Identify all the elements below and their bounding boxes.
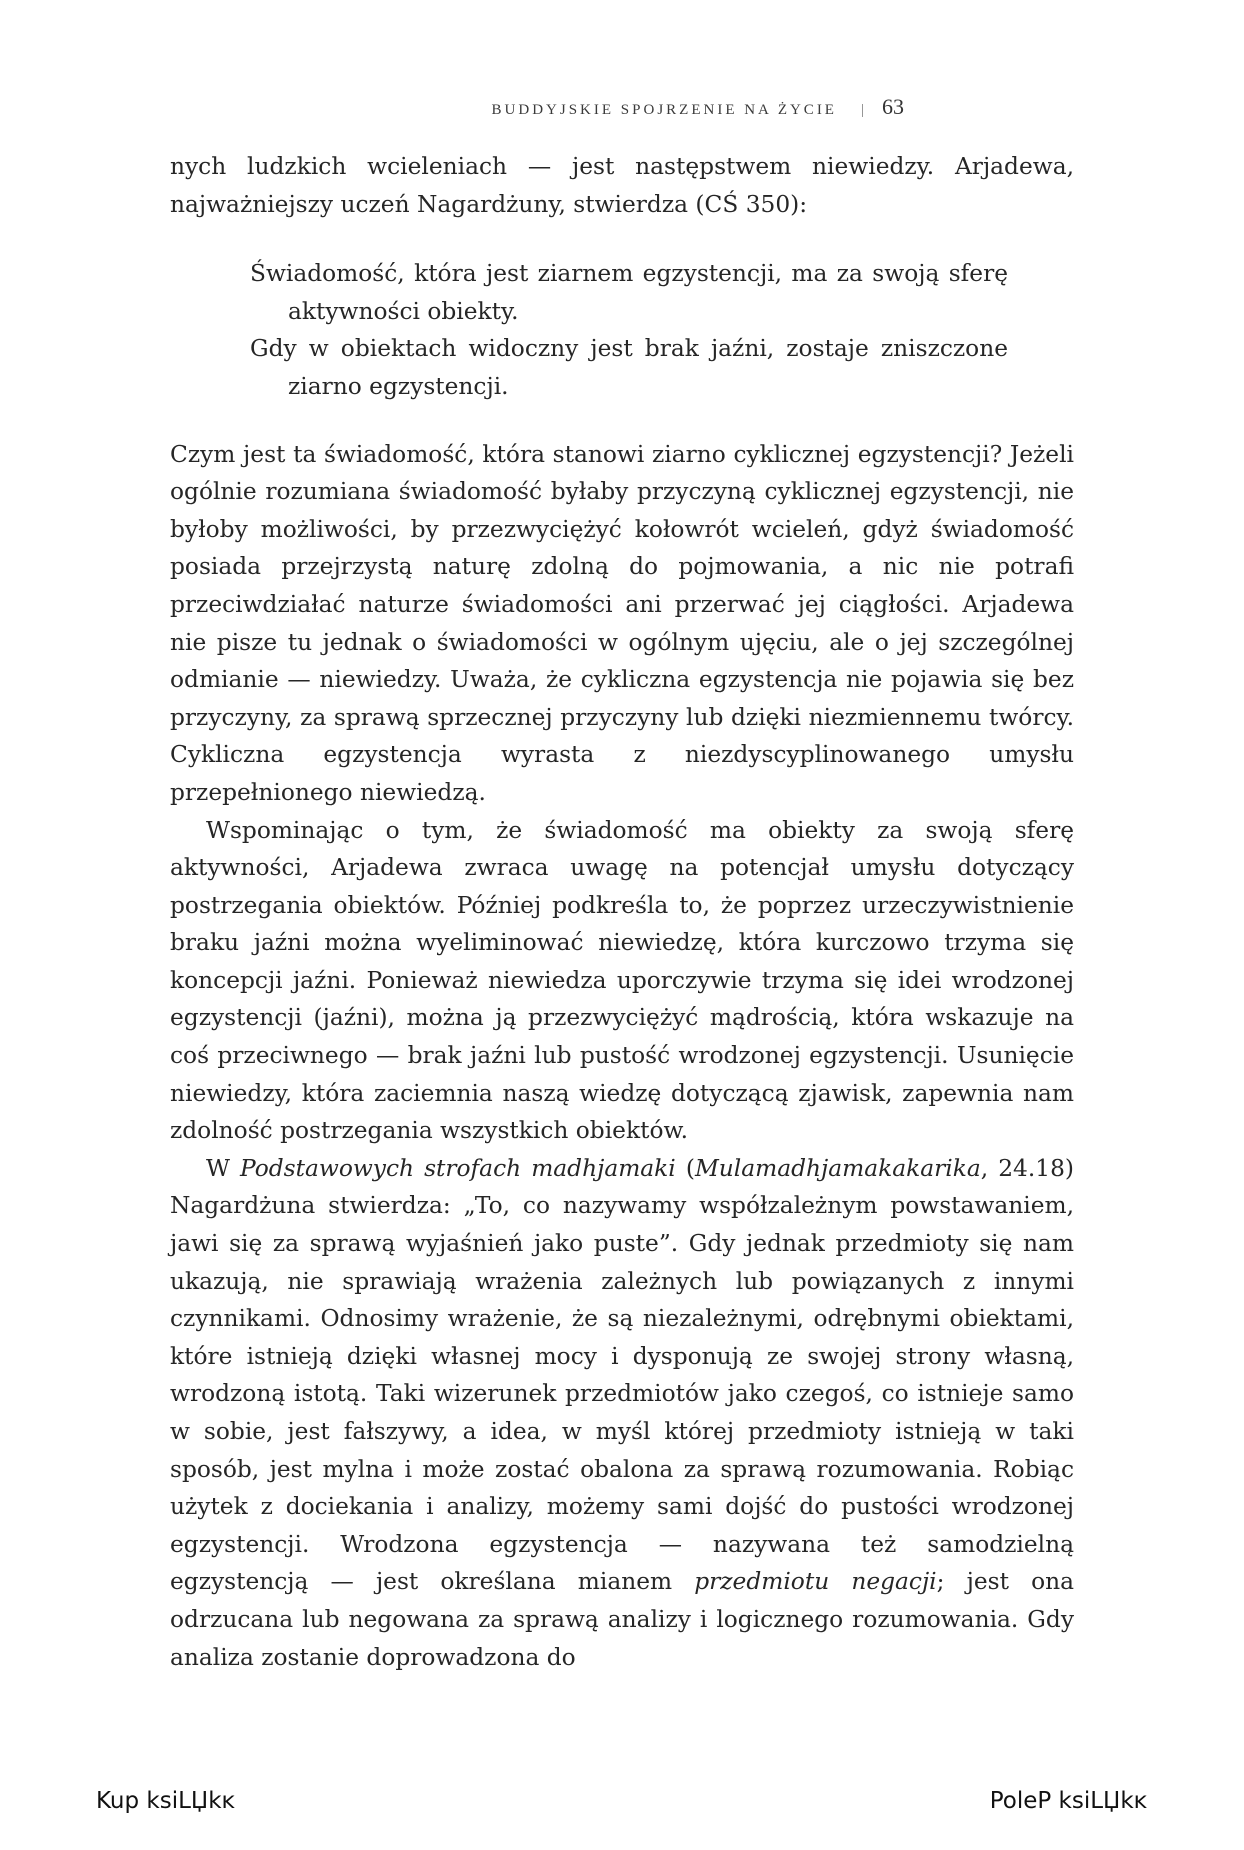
paragraph-text: , 24.18) Nagardżuna stwierdza: „To, co nazywamy współzależnym powstawaniem, jawi się za sprawą wyjaśnień jako puste”. Gdy jednak przedmioty się nam ukazują, nie sprawiają wrażenia zależnych lub powiązanych z innymi czynnikami. Odnosimy wrażenie, że są niezależnymi, odrębnymi obiektami, które istnieją dzięki własnej mocy i dysponują ze swojej strony własną, wrodzoną istotą. Taki wizerunek przedmiotów jako czegoś, co istnieje samo w sobie, jest fałszywy, a idea, w myśl której przedmioty istnieją w taki sposób, jest mylna i może zostać obalona za sprawą rozumowania. Robiąc użytek z dociekania i analizy, możemy sami dojść do pustości wrodzonej egzystencji. Wrodzona egzystencja — nazywana też samodzielną egzystencją — jest określana mianem — [170, 1154, 1074, 1596]
intro-paragraph: nych ludzkich wcieleniach — jest następstwem niewiedzy. Arjadewa, najważniejszy uczeń Nagardżuny, stwierdza (CŚ 350): — [170, 153, 1074, 218]
buy-book-link[interactable]: Kup ksiLЏkĸ — [96, 1788, 235, 1814]
verse-quote — [250, 255, 1074, 405]
recommend-book-link[interactable]: PoleP ksiLЏkĸ — [989, 1788, 1147, 1814]
verse-line: Świadomość, która jest ziarnem egzystencji, ma za swoją sferę aktywności obiekty. — [250, 260, 1008, 325]
italic-term: przedmiotu negacji — [694, 1568, 937, 1596]
paragraph-text: ( — [675, 1154, 695, 1182]
paragraph-text: ; jest ona odrzucana lub negowana za sprawą analizy i logicznego rozumowania. Gdy analiza zostanie doprowadzona do — [170, 1568, 1074, 1671]
body-paragraph-3 — [170, 1150, 1074, 1676]
book-title: Podstawowych strofach madhjamaki — [240, 1154, 676, 1182]
running-head — [492, 94, 904, 120]
body-paragraph-2: Wspominając o tym, że świadomość ma obiekty za swoją sferę aktywności, Arjadewa zwraca uwagę na potencjał umysłu dotyczący postrzegania obiektów. Później podkreśla to, że poprzez urzeczywistnienie braku jaźni można wyeliminować niewiedzę, która kurczowo trzyma się koncepcji jaźni. Ponieważ niewiedza uporczywie trzyma się idei wrodzonej egzystencji (jaźni), można ją przezwyciężyć mądrością, która wskazuje na coś przeciwnego — brak jaźni lub pustość wrodzonej egzystencji. Usunięcie niewiedzy, która zaciemnia naszą wiedzę dotyczącą zjawisk, zapewnia nam zdolność postrzegania wszystkich obiektów. — [170, 816, 1074, 1145]
paragraph-text: W — [206, 1154, 241, 1182]
running-title: BUDDYJSKIE SPOJRZENIE NA ŻYCIE — [491, 102, 837, 118]
book-title-original: Mulamadhjamakakarika — [694, 1154, 981, 1182]
header-separator: | — [860, 102, 864, 118]
body-paragraph-1: Czym jest ta świadomość, która stanowi ziarno cyklicznej egzystencji? Jeżeli ogólnie rozumiana świadomość byłaby przyczyną cyklicznej egzystencji, nie byłoby możliwości, by przezwyciężyć kołowrót wcieleń, gdyż świadomość posiada przejrzystą naturę zdolną do pojmowania, a nic nie potrafi przeciwdziałać naturze świadomości ani przerwać jej ciągłości. Arjadewa nie pisze tu jednak o świadomości w ogólnym ujęciu, ale o jej szczególnej odmianie — niewiedzy. Uważa, że cykliczna egzystencja nie pojawia się bez przyczyny, za sprawą sprzecznej przyczyny lub dzięki niezmiennemu twórcy. Cykliczna egzystencja wyrasta z niezdyscyplinowanego umysłu przepełnionego niewiedzą. — [170, 440, 1074, 806]
page-number: 63 — [882, 94, 904, 119]
verse-line: Gdy w obiektach widoczny jest brak jaźni, zostaje zniszczone ziarno egzystencji. — [250, 335, 1008, 400]
page-content — [170, 148, 1074, 1676]
